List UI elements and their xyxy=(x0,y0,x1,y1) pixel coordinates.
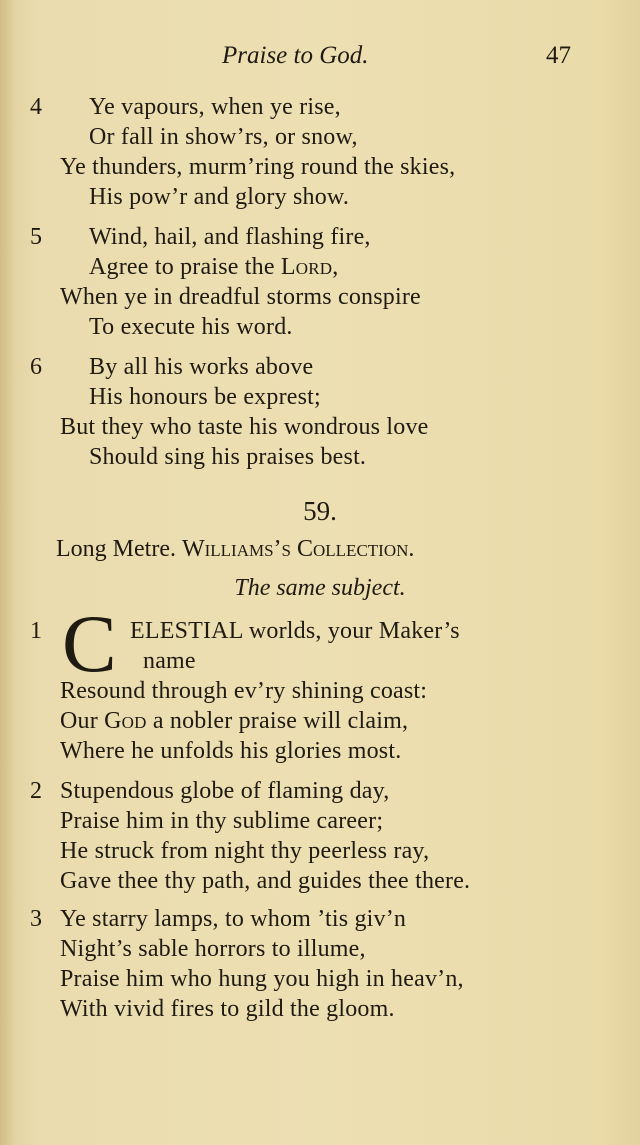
verse-number: 5 xyxy=(30,224,42,250)
verse-number: 2 xyxy=(30,778,42,804)
verse-line xyxy=(89,254,338,281)
verse-line: Ye vapours, when ye rise, xyxy=(89,94,341,120)
running-title: Praise to God. xyxy=(222,42,369,69)
verse-number: 4 xyxy=(30,94,42,120)
verse-number: 3 xyxy=(30,906,42,932)
verse-line: Gave thee thy path, and guides thee there. xyxy=(60,868,471,894)
verse-number: 1 xyxy=(30,618,42,644)
verse-line: Resound through ev’ry shining coast: xyxy=(60,678,428,704)
opening-caps: ELESTIAL xyxy=(130,618,243,644)
verse-line: Wind, hail, and flashing fire, xyxy=(89,224,371,250)
verse-line: Stupendous globe of flaming day, xyxy=(60,778,390,804)
verse-line: His honours be exprest; xyxy=(89,384,321,410)
page-gutter-shadow xyxy=(0,0,14,1145)
page-header xyxy=(0,40,640,80)
verse-line-text: worlds, your Maker’s xyxy=(242,618,460,644)
verse-line xyxy=(130,618,460,645)
drop-cap: C xyxy=(62,598,117,689)
hymn-collection: Williams’s Collection. xyxy=(181,536,415,562)
hymn-meter-line xyxy=(56,536,414,563)
verse-line: Where he unfolds his glories most. xyxy=(60,738,402,764)
verse-line: When ye in dreadful storms conspire xyxy=(60,284,421,310)
verse-line: He struck from night thy peerless ray, xyxy=(60,838,430,864)
verse-line: Should sing his praises best. xyxy=(89,444,367,470)
hymn-number: 59. xyxy=(303,496,337,526)
verse-line-text: , xyxy=(332,254,339,280)
verse-line xyxy=(60,708,408,735)
page-number: 47 xyxy=(546,42,571,69)
god-smallcaps: God xyxy=(104,708,147,734)
hymn-subject: The same subject. xyxy=(234,575,406,601)
verse-line: His pow’r and glory show. xyxy=(89,184,350,210)
verse-line: Night’s sable horrors to illume, xyxy=(60,936,366,962)
verse-line-text: a nobler praise will claim, xyxy=(146,708,409,734)
lord-smallcaps: Lord xyxy=(280,254,333,280)
hymn-meter: Long Metre. xyxy=(56,536,176,562)
verse-line: Praise him in thy sublime career; xyxy=(60,808,384,834)
verse-line: By all his works above xyxy=(89,354,314,380)
verse-line: To execute his word. xyxy=(89,314,293,340)
verse-line: Ye thunders, murm’ring round the skies, xyxy=(60,154,456,180)
verse-line-continuation: name xyxy=(143,648,196,674)
verse-line-text: Our xyxy=(60,708,105,734)
verse-line: Praise him who hung you high in heav’n, xyxy=(60,966,464,992)
verse-line-text: Agree to praise the xyxy=(89,254,281,280)
verse-line: Ye starry lamps, to whom ’tis giv’n xyxy=(60,906,407,932)
verse-line: With vivid fires to gild the gloom. xyxy=(60,996,395,1022)
verse-line: But they who taste his wondrous love xyxy=(60,414,429,440)
verse-number: 6 xyxy=(30,354,42,380)
verse-line: Or fall in show’rs, or snow, xyxy=(89,124,358,150)
